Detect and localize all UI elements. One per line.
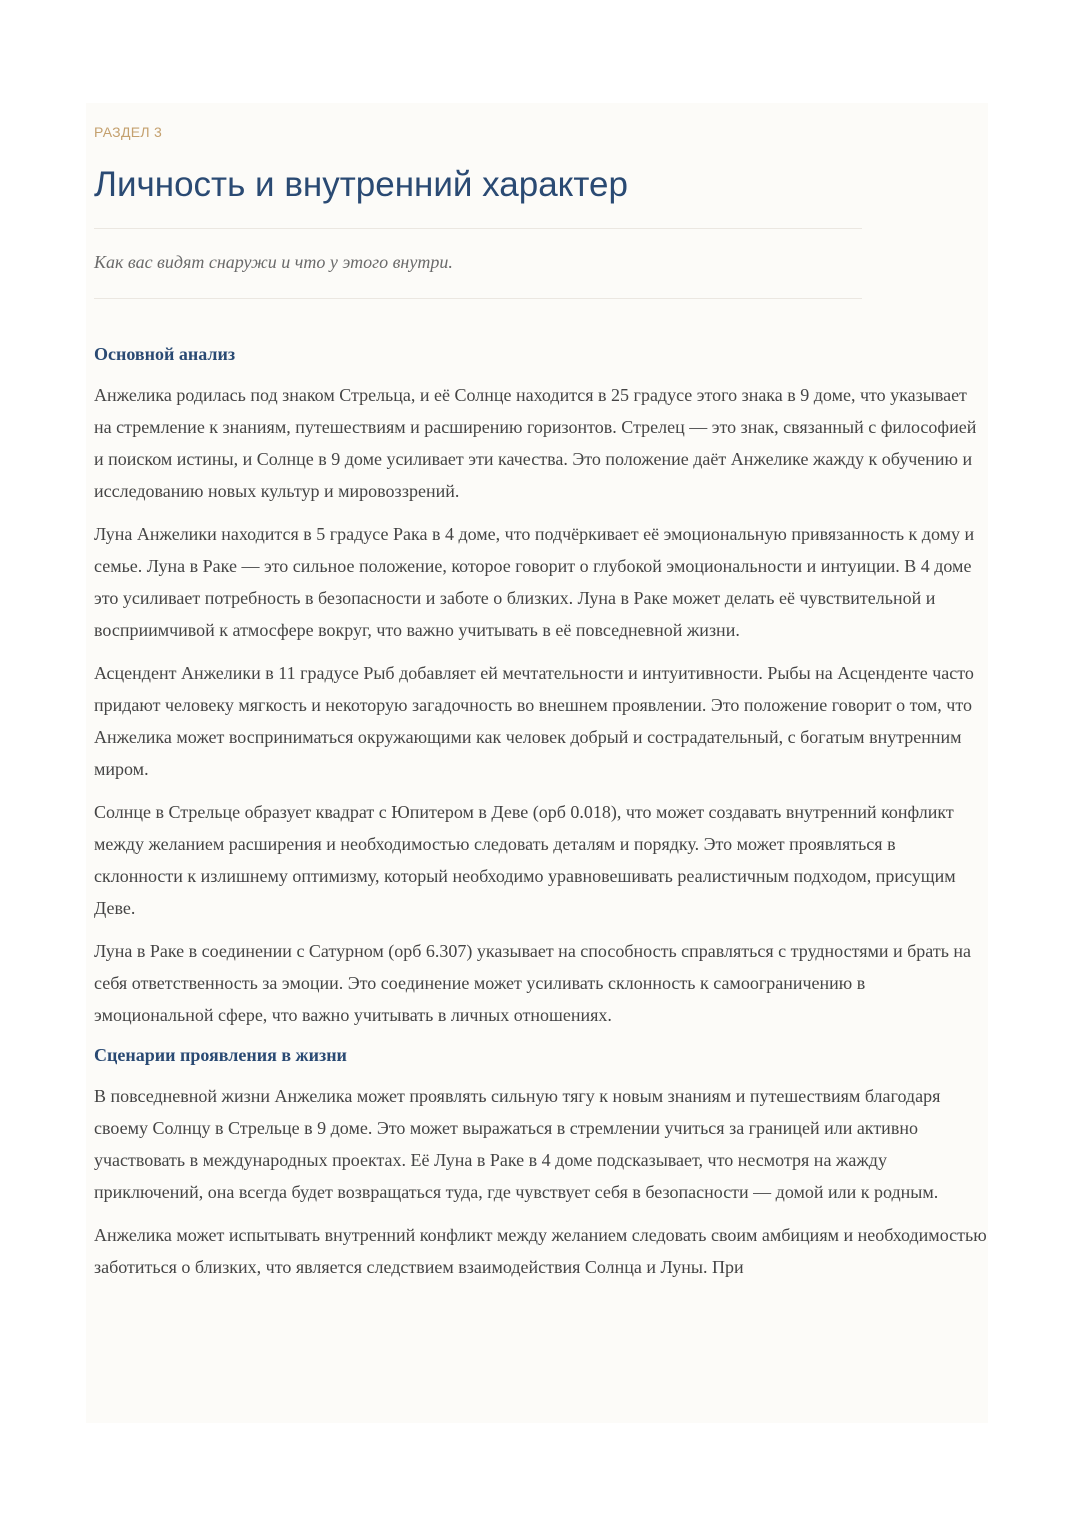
main-analysis-heading: Основной анализ bbox=[94, 344, 236, 364]
main-analysis-paragraph: Солнце в Стрельце образует квадрат с Юпитером в Деве (орб 0.018), что может создавать внутренний конфликт между желанием расширения и необходимостью следовать деталям и порядку. Это может проявляться в склонности к излишнему оптимизму, который необходимо уравновешивать реалистичным подходом, присущим Деве. bbox=[94, 802, 956, 918]
section-title: Личность и внутренний характер bbox=[94, 165, 628, 204]
main-analysis-paragraph: Луна в Раке в соединении с Сатурном (орб 6.307) указывает на способность справляться с трудностями и брать на себя ответственность за эмоции. Это соединение может усиливать склонность к самоограничению в эмоциональной сфере, что важно учитывать в личных отношениях. bbox=[94, 941, 972, 1025]
main-analysis-paragraph: Анжелика родилась под знаком Стрельца, и её Солнце находится в 25 градусе этого знака в 9 доме, что указывает на стремление к знаниям, путешествиям и расширению горизонтов. Стрелец — это знак, связанный с философией и поиском истины, и Солнце в 9 доме усиливает эти качества. Это положение даёт Анжелике жажду к обучению и исследованию новых культур и мировоззрений. bbox=[94, 385, 977, 501]
section-label: РАЗДЕЛ 3 bbox=[94, 124, 163, 140]
life-scenarios-heading: Сценарии проявления в жизни bbox=[94, 1045, 347, 1065]
main-analysis-paragraph: Луна Анжелики находится в 5 градусе Рака в 4 доме, что подчёркивает её эмоциональную привязанность к дому и семье. Луна в Раке — это сильное положение, которое говорит о глубокой эмоциональности и интуиции. В 4 доме это усиливает потребность в безопасности и заботе о близких. Луна в Раке может делать её чувствительной и восприимчивой к атмосфере вокруг, что важно учитывать в её повседневной жизни. bbox=[94, 524, 975, 640]
divider-top bbox=[94, 228, 862, 229]
main-analysis-paragraph: Асцендент Анжелики в 11 градусе Рыб добавляет ей мечтательности и интуитивности. Рыбы на Асценденте часто придают человеку мягкость и некоторую загадочность во внешнем проявлении. Это положение говорит о том, что Анжелика может восприниматься окружающими как человек добрый и сострадательный, с богатым внутренним миром. bbox=[94, 663, 974, 779]
divider-bottom bbox=[94, 298, 862, 299]
section-subtitle: Как вас видят снаружи и что у этого внутри. bbox=[94, 252, 453, 272]
section-body bbox=[94, 341, 988, 1294]
life-scenarios-paragraph: В повседневной жизни Анжелика может проявлять сильную тягу к новым знаниям и путешествиям благодаря своему Солнцу в Стрельце в 9 доме. Это может выражаться в стремлении учиться за границей или активно участвовать в международных проектах. Её Луна в Раке в 4 доме подсказывает, что несмотря на жажду приключений, она всегда будет возвращаться туда, где чувствует себя в безопасности — домой или к родным. bbox=[94, 1086, 941, 1202]
life-scenarios-paragraph: Анжелика может испытывать внутренний конфликт между желанием следовать своим амбициям и необходимостью заботиться о близких, что является следствием взаимодействия Солнца и Луны. При bbox=[94, 1225, 987, 1277]
section-panel bbox=[86, 103, 988, 1423]
